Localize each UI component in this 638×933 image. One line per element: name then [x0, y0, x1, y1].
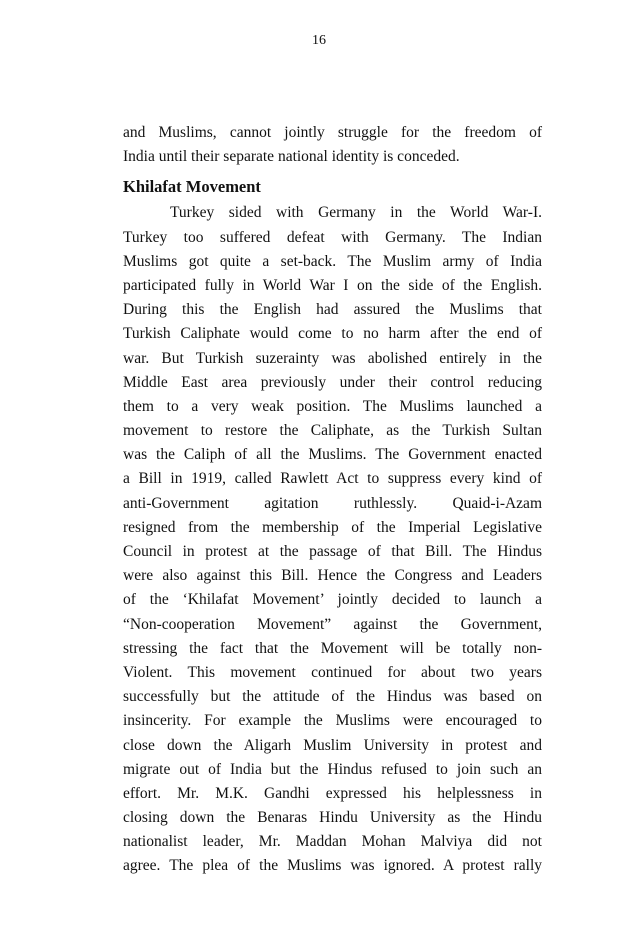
text-line: nationalist leader, Mr. Maddan Mohan Malviya did not	[123, 833, 542, 851]
text-line: were also against this Bill. Hence the Congress and Leaders	[123, 567, 542, 585]
text-line: “Non-cooperation Movement” against the Government,	[123, 615, 542, 633]
text-line: anti-Government agitation ruthlessly. Quaid-i-Azam	[123, 494, 542, 512]
text-line: Turkey too suffered defeat with Germany. The Indian	[123, 228, 542, 246]
text-line: was the Caliph of all the Muslims. The Government enacted	[123, 446, 542, 464]
text-line: Council in protest at the passage of that Bill. The Hindus	[123, 543, 542, 560]
text-line: and Muslims, cannot jointly struggle for the freedom of	[123, 124, 542, 141]
text-line: Muslims got quite a set-back. The Muslim army of India	[123, 252, 542, 270]
text-line: movement to restore the Caliphate, as the Turkish Sultan	[123, 422, 542, 440]
text-line: them to a very weak position. The Muslims launched a	[123, 397, 542, 415]
text-line: insincerity. For example the Muslims were encouraged to	[123, 712, 542, 730]
text-line: a Bill in 1919, called Rawlett Act to suppress every kind of	[123, 470, 542, 488]
text-line: of the ‘Khilafat Movement’ jointly decided to launch a	[123, 591, 542, 609]
body-paragraph	[123, 201, 542, 878]
text-line: resigned from the membership of the Imperial Legislative	[123, 518, 542, 536]
text-line: effort. Mr. M.K. Gandhi expressed his helplessness in	[123, 784, 542, 802]
text-line: agree. The plea of the Muslims was ignored. A protest rally	[123, 857, 542, 875]
text-line: closing down the Benaras Hindu University as the Hindu	[123, 809, 542, 827]
text-line: India until their separate national identity is conceded.	[123, 148, 460, 166]
text-line: close down the Aligarh Muslim University in protest and	[123, 736, 542, 754]
text-line: participated fully in World War I on the side of the English.	[123, 276, 542, 294]
text-line: successfully but the attitude of the Hindus was based on	[123, 688, 542, 706]
text-line: Turkey sided with Germany in the World War-I.	[170, 204, 542, 222]
section-heading: Khilafat Movement	[123, 177, 261, 197]
text-line: migrate out of India but the Hindus refused to join such an	[123, 760, 542, 778]
text-line: During this the English had assured the Muslims that	[123, 301, 542, 319]
text-line: Middle East area previously under their control reducing	[123, 373, 542, 391]
text-line: stressing the fact that the Movement will be totally non-	[123, 639, 542, 657]
page-number: 16	[312, 33, 326, 48]
page-body	[123, 121, 542, 879]
text-line: war. But Turkish suzerainty was abolished entirely in the	[123, 349, 542, 367]
text-line: Turkish Caliphate would come to no harm after the end of	[123, 325, 542, 343]
intro-paragraph	[123, 121, 542, 169]
text-line: Violent. This movement continued for about two years	[123, 663, 542, 681]
